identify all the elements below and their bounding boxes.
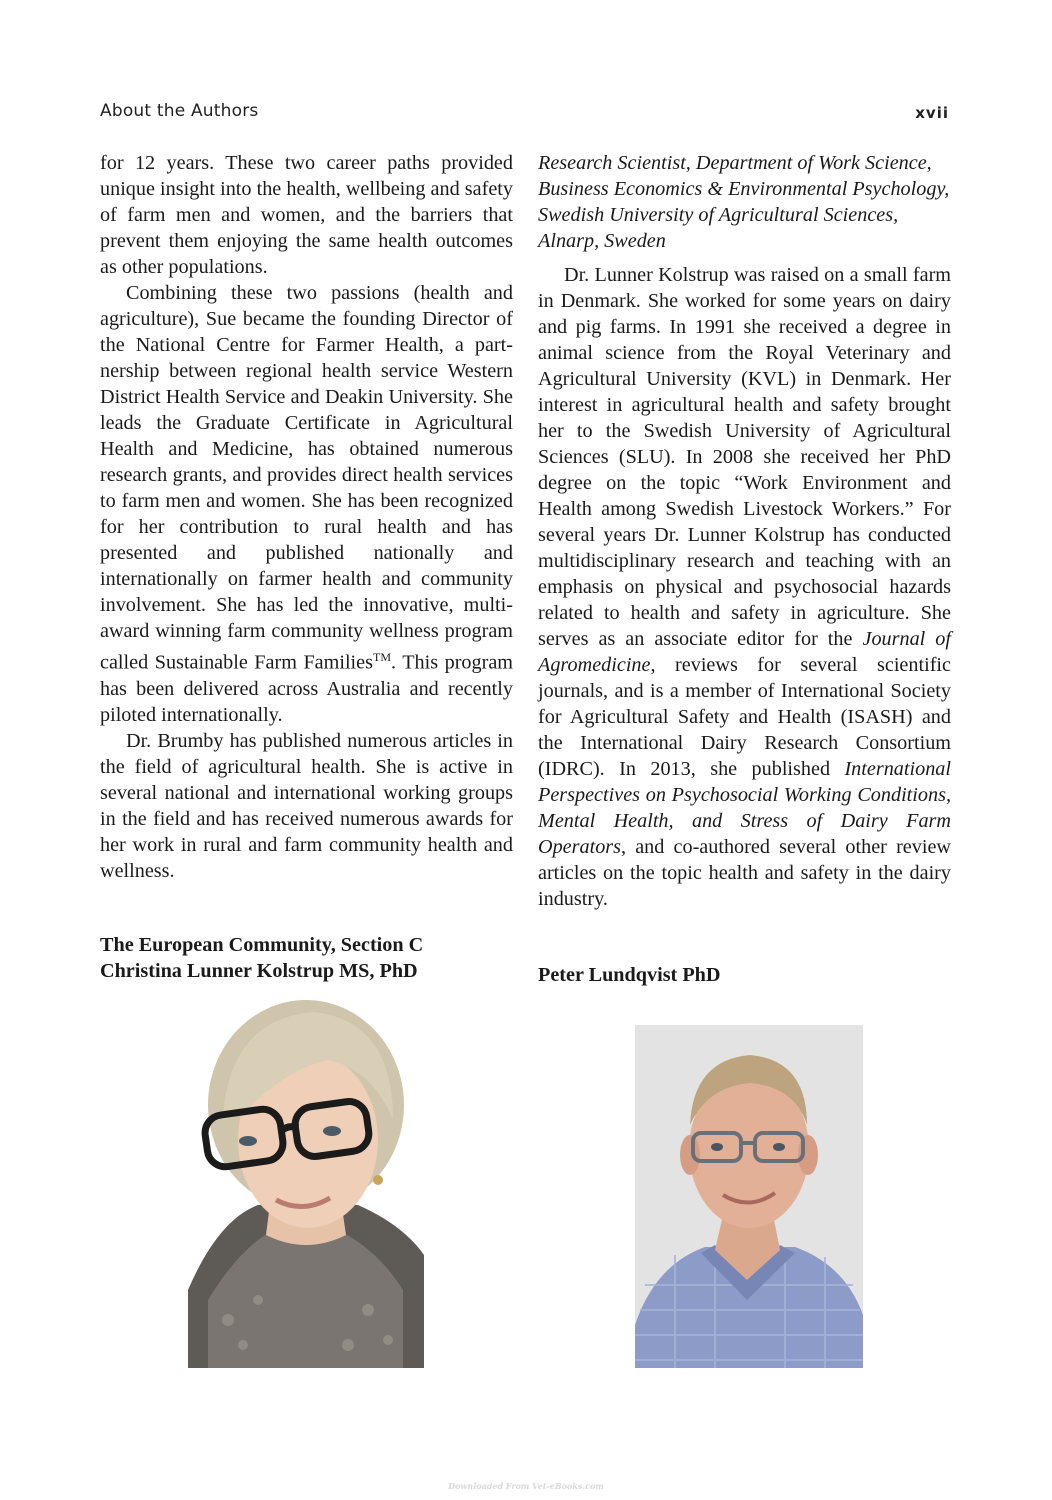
author-name-lundqvist: Peter Lundqvist PhD xyxy=(538,964,721,986)
page-number: xvii xyxy=(915,104,949,122)
author-photo-lundqvist xyxy=(635,1025,863,1368)
journal-title: Journal of Agromedicine xyxy=(538,628,951,676)
paragraph-brumby: Dr. Brumby has published numerous articles in the field of agricultural health. She is active in several national and international working groups in the field and has received numerous awards for her work in rural and farm community health and wellness. xyxy=(100,729,513,882)
bio-text: , and co-authored several other review articles on the topic health and safety in the dairy industry. xyxy=(538,836,951,910)
download-watermark: Downloaded From Vet-eBooks.com xyxy=(448,1481,604,1491)
running-head: About the Authors xyxy=(100,101,259,121)
section-heading xyxy=(100,932,513,984)
right-column xyxy=(538,150,951,988)
book-title: International Perspectives on Psychosocial Working Conditions, Mental Health, and Stress of Dairy Farm Operators xyxy=(538,758,951,858)
section-title: The European Community, Section C xyxy=(100,933,424,956)
left-column xyxy=(100,150,513,984)
trademark-symbol: TM xyxy=(372,650,391,664)
paragraph-combining xyxy=(100,280,513,728)
author-photo-kolstrup xyxy=(188,1000,424,1368)
paragraph-kolstrup-bio xyxy=(538,262,951,912)
author-name: Christina Lunner Kolstrup MS, PhD xyxy=(100,959,418,982)
paragraph-text-end: . This program has been delivered across Australia and recently piloted internationally. xyxy=(100,651,513,726)
bio-text: , reviews for several scientific journals, and is a member of International Society for Agricultural Safety and Health (ISASH) and the International Dairy Research Consortium (IDRC). In 2013, she published xyxy=(538,654,951,780)
bio-text: Dr. Lunner Kolstrup was raised on a small farm in Denmark. She worked for some years on dairy and pig farms. In 1991 she received a degree in animal science from the Royal Veterinary and Agricultural University (KVL) in Denmark. Her interest in agricultural health and safety brought her to the Swedish University of Agricultural Sciences (SLU). In 2008 she received her PhD degree on the topic “Work Environment and Health among Swedish Livestock Workers.” For several years Dr. Lunner Kolstrup has conducted multidisciplinary research and teaching with an emphasis on physical and psychosocial hazards related to health and safety in agriculture. She serves as an associate editor for the xyxy=(538,264,951,650)
paragraph-text: Combining these two passions (health and agriculture), Sue became the founding Director of the National Centre for Farmer Health, a partnership between regional health service Western District Health Service and Deakin University. She leads the Graduate Certificate in Agricultural Health and Medicine, has obtained numerous research grants, and provides direct health services to farm men and women. She has been recognized for her contribution to rural health and has presented and published nationally and internationally on farmer health and community involvement. She has led the innovative, multi-award winning farm community wellness program called Sustainable Farm Families xyxy=(100,282,513,674)
author-affiliation: Research Scientist, Department of Work Science, Business Economics & Environmental Psychology, Swedish University of Agricultural Sciences, Alnarp, Sweden xyxy=(538,152,950,252)
paragraph-continued: for 12 years. These two career paths provided unique insight into the health, wellbeing and safety of farm men and women, and the barriers that prevent them enjoying the same health outcomes as other populations. xyxy=(100,152,513,278)
